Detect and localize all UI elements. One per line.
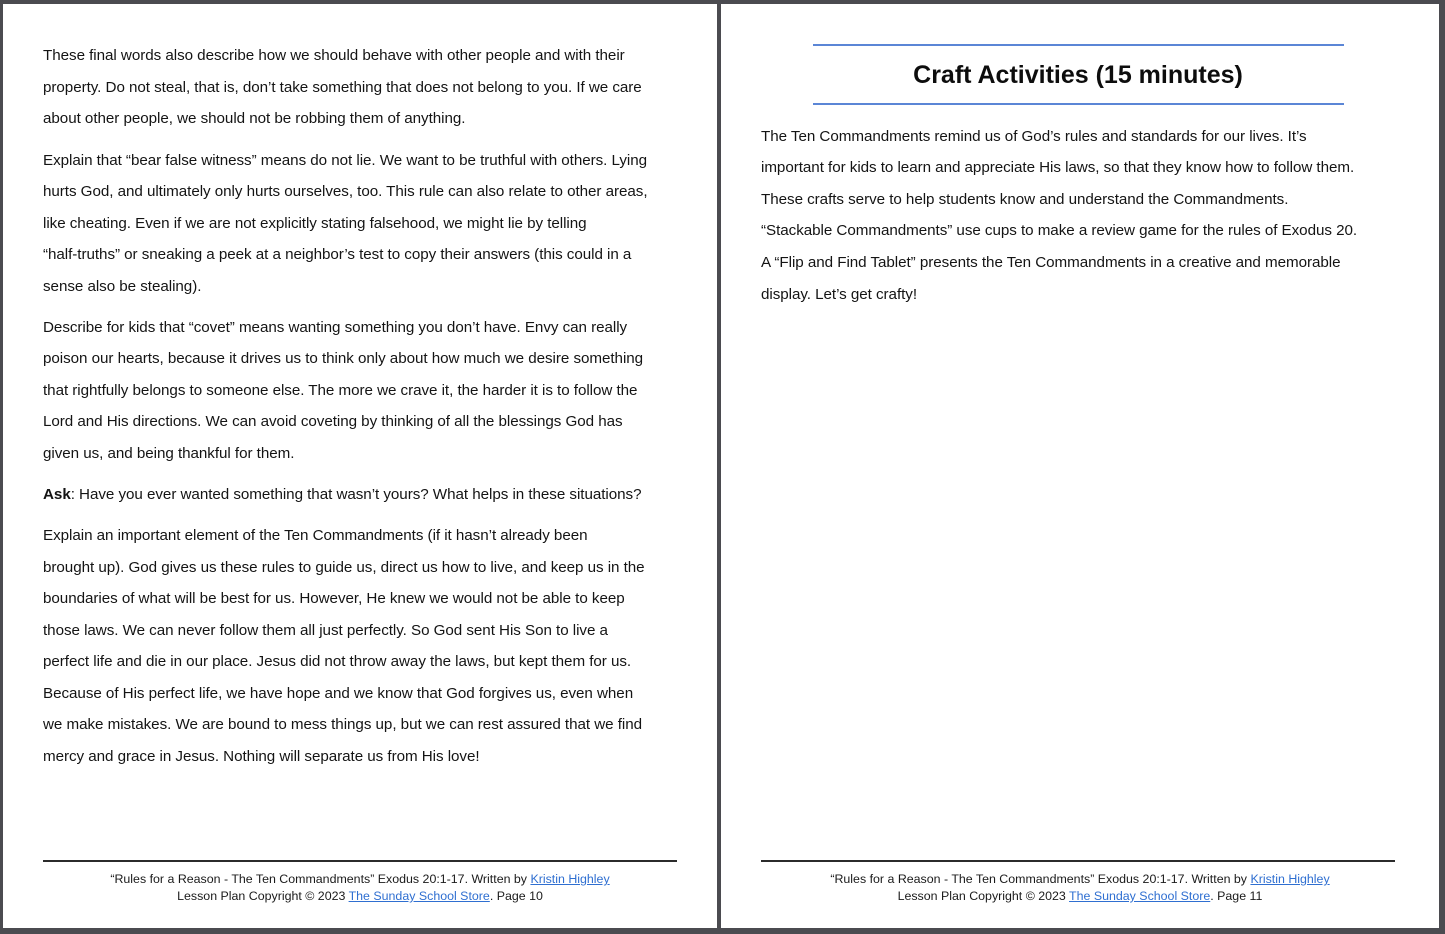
footer-credit-text: “Rules for a Reason - The Ten Commandments” Exodus 20:1-17. Written by [830,872,1251,886]
text-line: Explain that “bear false witness” means do not lie. We want to be truthful with others. Lying [43,152,648,169]
text-line: given us, and being thankful for them. [43,445,295,462]
ask-question: : Have you ever wanted something that wasn’t yours? What helps in these situations? [70,486,642,503]
store-link[interactable]: The Sunday School Store [1069,889,1211,903]
title-rule-top [813,44,1344,46]
footer-rule [761,860,1395,862]
text-line: These final words also describe how we should behave with other people and with their [43,47,625,64]
text-line: like cheating. Even if we are not explicitly stating falsehood, we might lie by telling [43,215,587,232]
footer-copyright-line [3,888,717,904]
text-line: display. Let’s get crafty! [761,286,917,303]
text-line: A “Flip and Find Tablet” presents the Ten Commandments in a creative and memorable [761,254,1341,271]
text-line: Explain an important element of the Ten Commandments (if it hasn’t already been [43,527,588,544]
text-line: we make mistakes. We are bound to mess things up, but we can rest assured that we find [43,716,643,733]
text-line: mercy and grace in Jesus. Nothing will separate us from His love! [43,748,480,765]
footer-credit-text: “Rules for a Reason - The Ten Commandments” Exodus 20:1-17. Written by [110,872,531,886]
ask-line [43,485,641,505]
footer-copyright-line [721,888,1439,904]
text-line: Describe for kids that “covet” means wanting something you don’t have. Envy can really [43,319,628,336]
ask-label: Ask [43,486,71,503]
text-line: poison our hearts, because it drives us to think only about how much we desire something [43,350,644,367]
title-rule-bottom [813,103,1344,105]
text-line: about other people, we should not be robbing them of anything. [43,110,466,127]
text-line: those laws. We can never follow them all just perfectly. So God sent His Son to live a [43,622,608,639]
text-line: Lord and His directions. We can avoid coveting by thinking of all the blessings God has [43,413,623,430]
text-line: boundaries of what will be best for us. However, He knew we would not be able to keep [43,590,625,607]
text-line: brought up). God gives us these rules to guide us, direct us how to live, and keep us in the [43,559,645,576]
section-title: Craft Activities (15 minutes) [913,61,1243,89]
footer-credit-line [721,871,1439,887]
footer-credit-line [3,871,717,887]
footer-copyright-text: Lesson Plan Copyright © 2023 [897,889,1070,903]
text-line: These crafts serve to help students know and understand the Commandments. [761,191,1289,208]
text-line: perfect life and die in our place. Jesus did not throw away the laws, but kept them for us. [43,653,632,670]
text-line: property. Do not steal, that is, don’t take something that does not belong to you. If we care [43,79,642,96]
text-line: Because of His perfect life, we have hope and we know that God forgives us, even when [43,685,634,702]
text-line: sense also be stealing). [43,278,202,295]
text-line: The Ten Commandments remind us of God’s rules and standards for our lives. It’s [761,128,1307,145]
text-line: “half-truths” or sneaking a peek at a neighbor’s test to copy their answers (this could in a [43,246,632,263]
store-link[interactable]: The Sunday School Store [348,889,490,903]
page-number: . Page 10 [489,889,543,903]
footer-rule [43,860,677,862]
text-line: “Stackable Commandments” use cups to make a review game for the rules of Exodus 20. [761,222,1358,239]
author-link[interactable]: Kristin Highley [530,872,610,886]
text-line: important for kids to learn and appreciate His laws, so that they know how to follow them. [761,159,1355,176]
page-number: . Page 11 [1210,889,1263,903]
text-line: that rightfully belongs to someone else. The more we crave it, the harder it is to follow the [43,382,638,399]
footer-copyright-text: Lesson Plan Copyright © 2023 [177,889,349,903]
document-page-11 [721,4,1439,928]
text-line: hurts God, and ultimately only hurts ourselves, too. This rule can also relate to other areas, [43,183,648,200]
author-link[interactable]: Kristin Highley [1250,872,1330,886]
document-page-10 [3,4,717,928]
